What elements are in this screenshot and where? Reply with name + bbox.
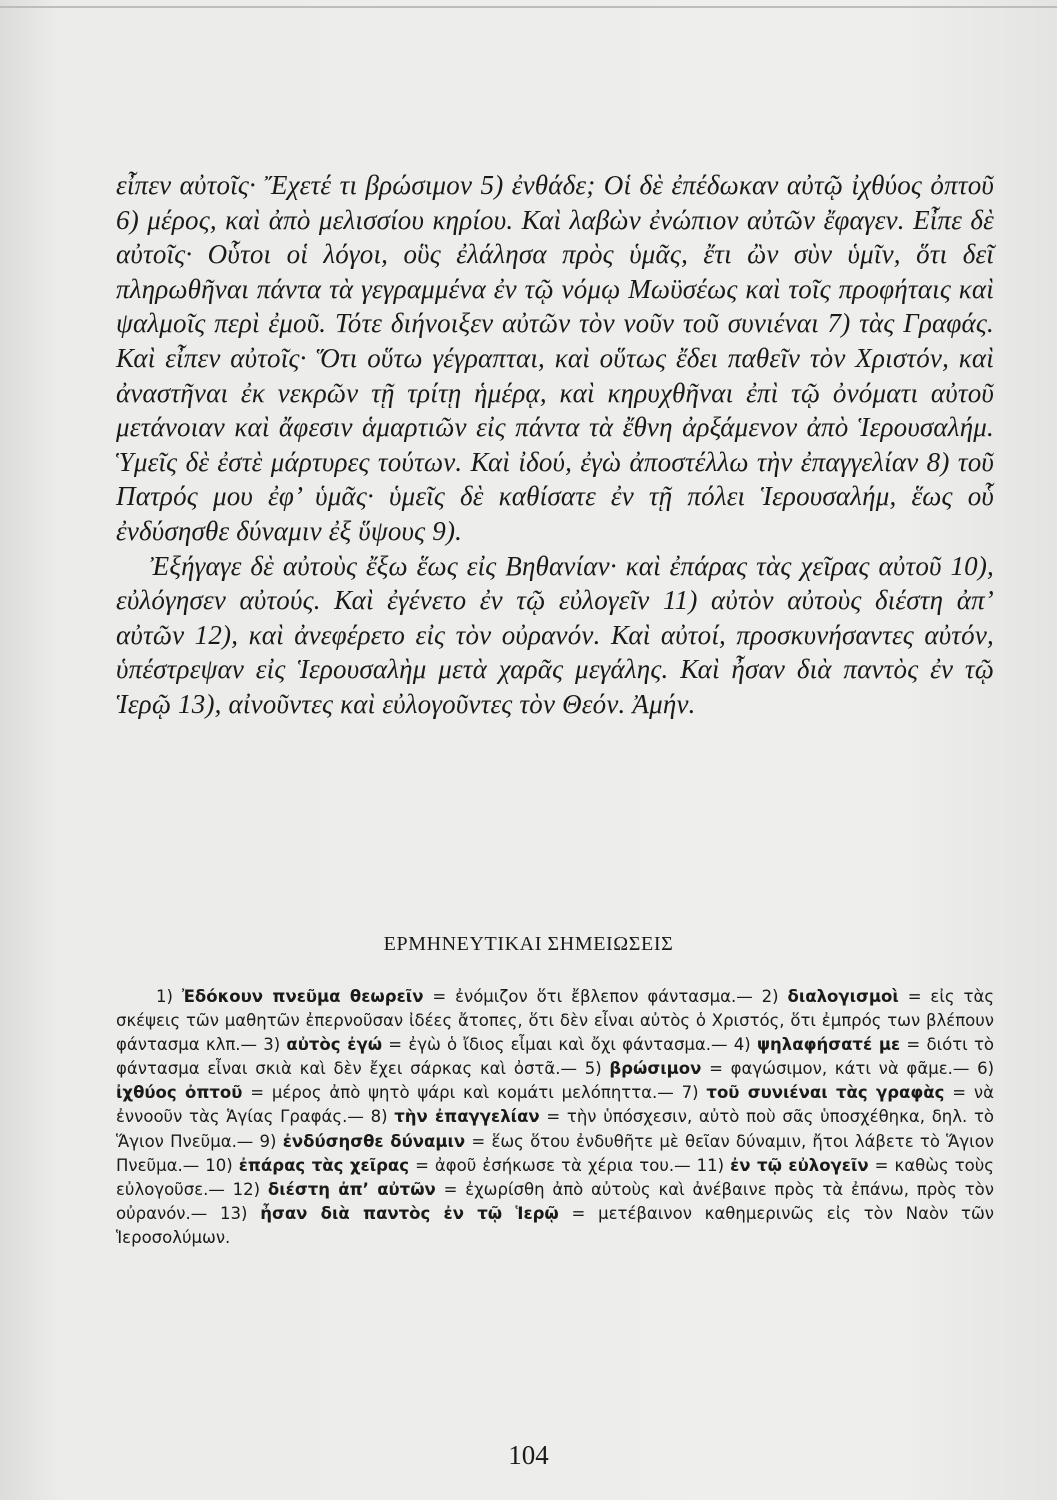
note-item: 13) ἦσαν διὰ παντὸς ἐν τῷ Ἱερῷ = μετέβαινον καθημερινῶς εἰς τὸν Ναὸν τῶν Ἱεροσολύμων. bbox=[116, 1203, 994, 1247]
notes-heading: ΕΡΜΗΝΕΥΤΙΚΑΙ ΣΗΜΕΙΩΣΕΙΣ bbox=[383, 933, 674, 955]
note-item: 9) ἐνδύσησθε δύναμιν = ἕως ὅτου ἐνδυθῆτε μὲ θεῖαν δύναμιν, ἤτοι λάβετε τὸ Ἅγιον Πνεῦμα.— bbox=[116, 1131, 995, 1175]
paragraph-1: εἶπεν αὐτοῖς· Ἔχετέ τι βρώσιμον 5) ἐνθάδε; Οἱ δὲ ἐπέδωκαν αὐτῷ ἰχθύος ὀπτοῦ 6) μέρος, καὶ ἀπὸ μελισσίου κηρίου. Καὶ λαβὼν ἐνώπιον αὐτῶν ἔφαγεν. Εἶπε δὲ αὐτοῖς· Οὗτοι οἱ λόγοι, οὓς ἐλάλησα πρὸς ὑμᾶς, ἔτι ὢν σὺν ὑμῖν, ὅτι δεῖ πληρωθῆναι πάντα τὰ γεγραμμένα ἐν τῷ νόμῳ Μωϋσέως καὶ τοῖς προφήταις καὶ ψαλμοῖς περὶ ἐμοῦ. Τότε διήνοιξεν αὐτῶν τὸν νοῦν τοῦ συνιέναι 7) τὰς Γραφάς. Καὶ εἶπεν αὐτοῖς· Ὅτι οὕτω γέγραπται, καὶ οὕτως ἔδει παθεῖν τὸν Χριστόν, καὶ ἀναστῆναι ἐκ νεκρῶν τῇ τρίτῃ ἡμέρᾳ, καὶ κηρυχθῆναι ἐπὶ τῷ ὀνόματι αὐτοῦ μετάνοιαν καὶ ἄφεσιν ἁμαρτιῶν εἰς πάντα τὰ ἔθνη ἀρξάμενον ἀπὸ Ἱερουσαλήμ. Ὑμεῖς δὲ ἐστὲ μάρτυρες τούτων. Καὶ ἰδού, ἐγὼ ἀποστέλλω τὴν ἐπαγγελίαν 8) τοῦ Πατρός μου ἐφ’ ὑμᾶς· ὑμεῖς δὲ καθίσατε ἐν τῇ πόλει Ἱερουσαλήμ, ἕως οὗ ἐνδύσησθε δύναμιν ἐξ ὕψους 9). bbox=[116, 170, 994, 546]
page-number: 104 bbox=[508, 1440, 549, 1470]
note-item: 7) τοῦ συνιέναι τὰς γραφὰς = νὰ ἐννοοῦν τὰς Ἁγίας Γραφάς.— bbox=[116, 1083, 994, 1127]
note-item: 11) ἐν τῷ εὐλογεῖν = καθὼς τοὺς εὐλογοῦσε.— bbox=[116, 1155, 994, 1199]
notes-body bbox=[116, 985, 994, 1250]
explanatory-notes bbox=[116, 985, 994, 1250]
note-item: 6) ἰχθύος ὀπτοῦ = μέρος ἀπὸ ψητὸ ψάρι καὶ κομάτι μελόπηττα.— bbox=[116, 1059, 995, 1103]
note-item: 3) αὐτὸς ἐγώ = ἐγὼ ὁ ἴδιος εἶμαι καὶ ὄχι φάντασμα.— bbox=[263, 1035, 728, 1055]
note-item: 10) ἐπάρας τὰς χεῖρας = ἀφοῦ ἐσήκωσε τὰ χέρια του.— bbox=[205, 1155, 691, 1175]
note-item: 12) διέστη ἀπ’ αὐτῶν = ἐχωρίσθη ἀπὸ αὐτοὺς καὶ ἀνέβαινε πρὸς τὰ ἐπάνω, πρὸς τὸν οὐρανόν.— bbox=[116, 1179, 994, 1223]
note-item: 8) τὴν ἐπαγγελίαν = τὴν ὑπόσχεσιν, αὐτὸ ποὺ σᾶς ὑποσχέθηκα, δηλ. τὸ Ἅγιον Πνεῦμα.— bbox=[116, 1107, 994, 1151]
note-item: 1) Ἐδόκουν πνεῦμα θεωρεῖν = ἐνόμιζον ὅτι ἔβλεπον φάντασμα.— bbox=[156, 987, 753, 1006]
note-item: 5) βρώσιμον = φαγώσιμον, κάτι νὰ φᾶμε.— bbox=[584, 1059, 970, 1079]
page-edge-line bbox=[0, 6, 1057, 8]
note-item: 4) ψηλαφήσατέ με = διότι τὸ φάντασμα εἶναι σκιὰ καὶ δὲν ἔχει σάρκας καὶ ὀστᾶ.— bbox=[116, 1035, 995, 1079]
gospel-text bbox=[116, 168, 994, 722]
paragraph-2: Ἐξήγαγε δὲ αὐτοὺς ἔξω ἕως εἰς Βηθανίαν· καὶ ἐπάρας τὰς χεῖρας αὐτοῦ 10), εὐλόγησεν αὐτούς. Καὶ ἐγένετο ἐν τῷ εὐλογεῖν 11) αὐτὸν αὐτοὺς διέστη ἀπ’ αὐτῶν 12), καὶ ἀνεφέρετο εἰς τὸν οὐρανόν. Καὶ αὐτοί, προσκυνήσαντες αὐτόν, ὑπέστρεψαν εἰς Ἱερουσαλὴμ μετὰ χαρᾶς μεγάλης. Καὶ ἦσαν διὰ παντὸς ἐν τῷ Ἱερῷ 13), αἰνοῦντες καὶ εὐλογοῦντες τὸν Θεόν. Ἀμήν. bbox=[116, 550, 994, 719]
note-item: 2) διαλογισμοὶ = εἰς τὰς σκέψεις τῶν μαθητῶν ἐπερνοῦσαν ἰδέες ἄτοπες, ὅτι δὲν εἶναι αὐτὸς ὁ Χριστός, ὅτι ἐμπρός των βλέπουν φάντασμα κλπ.— bbox=[116, 987, 995, 1055]
